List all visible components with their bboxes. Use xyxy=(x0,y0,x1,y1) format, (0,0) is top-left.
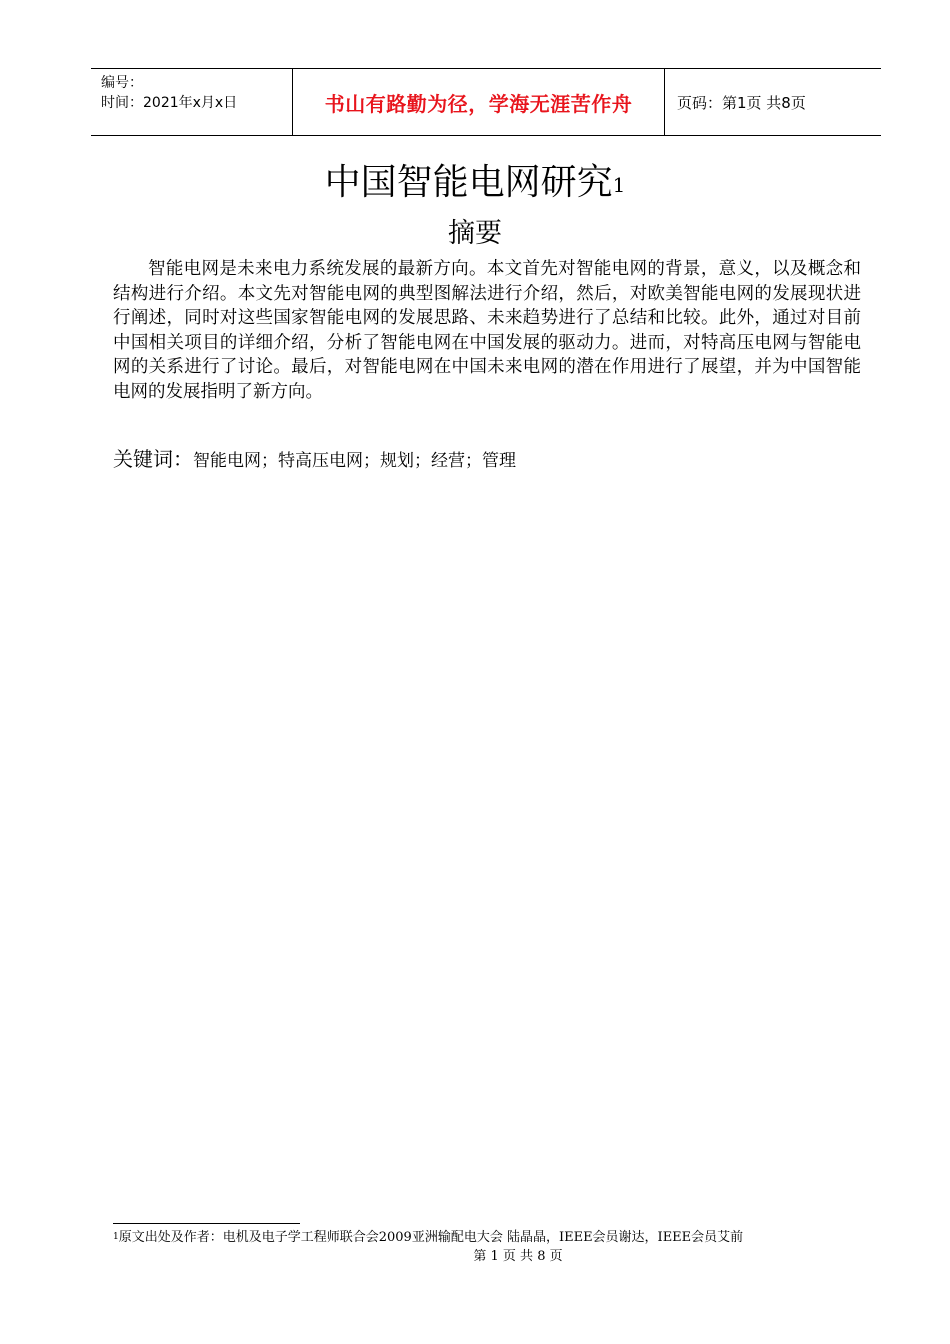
header-meta-cell xyxy=(91,69,292,135)
header-page-cell xyxy=(665,69,881,135)
footnote-divider xyxy=(113,1223,300,1224)
document-header xyxy=(91,68,881,136)
footnote-text: 原文出处及作者：电机及电子学工程师联合会2009亚洲输配电大会 陆晶晶，IEEE会员谢达，IEEE会员艾前 xyxy=(118,1230,744,1245)
footnote-mark: 1 xyxy=(113,1232,119,1242)
keywords-values: 智能电网；特高压电网；规划；经营；管理 xyxy=(193,451,516,471)
document-title-text: 中国智能电网研究 xyxy=(324,162,613,203)
keywords-label: 关键词： xyxy=(113,447,193,471)
page-footer: 第 1 页 共 8 页 xyxy=(473,1249,563,1264)
document-title xyxy=(0,158,950,208)
footnote xyxy=(113,1229,743,1247)
abstract-heading: 摘要 xyxy=(448,218,502,249)
motto-text: 书山有路勤为径，学海无涯苦作舟 xyxy=(324,91,633,116)
abstract-paragraph: 智能电网是未来电力系统发展的最新方向。本文首先对智能电网的背景，意义，以及概念和结构进行介绍。本文先对智能电网的典型图解法进行介绍，然后，对欧美智能电网的发展现状进行阐述，同时对这些国家智能电网的发展思路、未来趋势进行了总结和比较。此外，通过对目前中国相关项目的详细介绍，分析了智能电网在中国发展的驱动力。进而，对特高压电网与智能电网的关系进行了讨论。最后，对智能电网在中国未来电网的潜在作用进行了展望，并为中国智能电网的发展指明了新方向。 xyxy=(113,259,861,402)
time-label: 时间：2021年x月x日 xyxy=(101,95,238,111)
page-info-text: 页码：第1页 共8页 xyxy=(677,93,806,112)
header-motto-cell xyxy=(292,69,665,135)
keywords-line xyxy=(113,446,516,474)
serial-number-label: 编号： xyxy=(101,75,143,91)
title-footnote-mark[interactable]: 1 xyxy=(612,173,626,197)
